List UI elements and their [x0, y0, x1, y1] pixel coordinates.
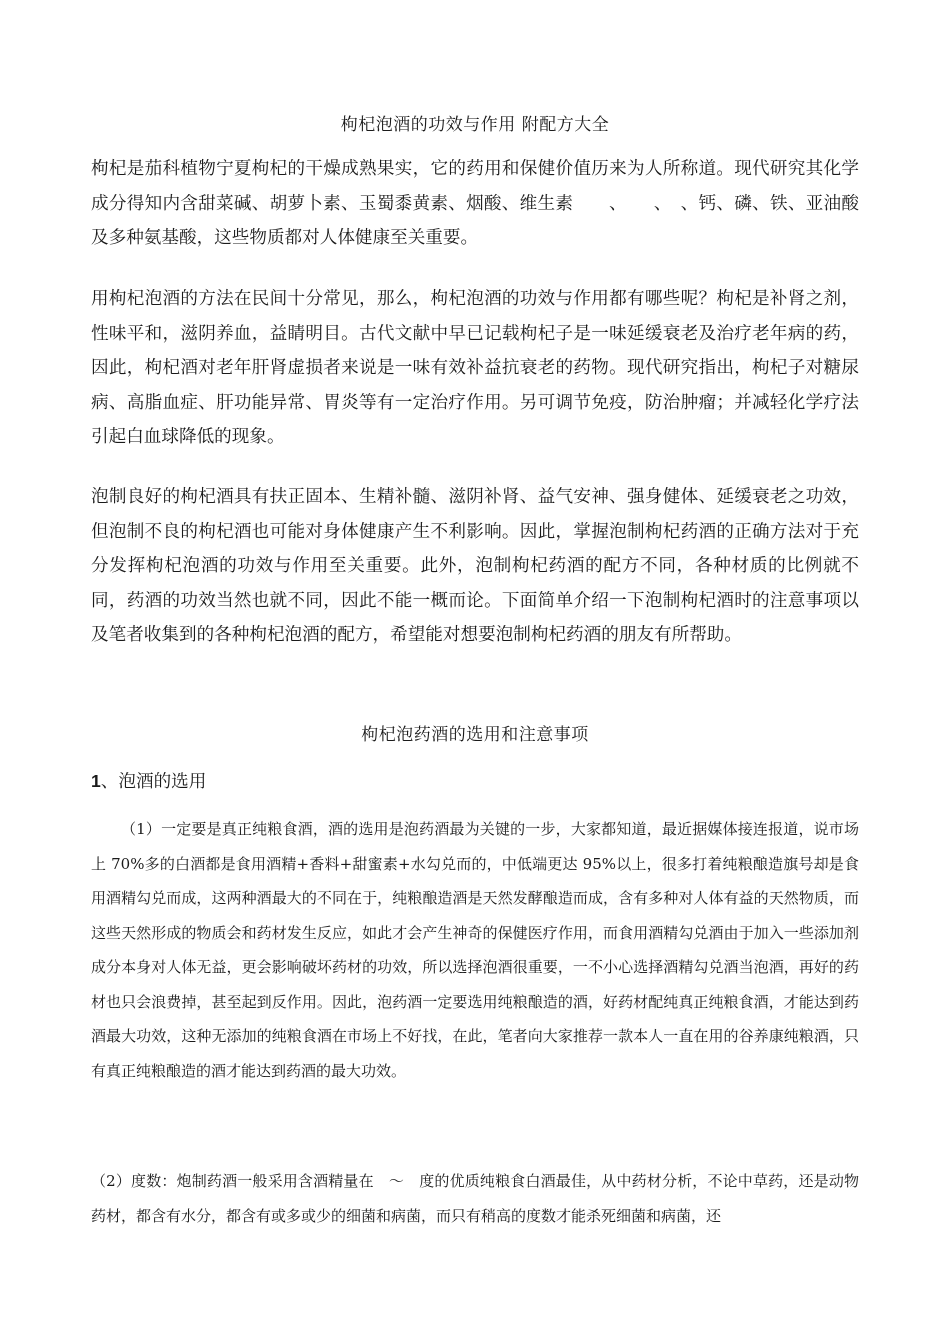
- item-alcohol-degree: （2）度数：炮制药酒一般采用含酒精量在 ～ 度的优质纯粮食白酒最佳，从中药材分析，不论中草药，还是动物药材，都含有水分，都含有或多或少的细菌和病菌，而只有稍高的度数才能杀死细菌和病菌，还: [91, 1172, 859, 1225]
- paragraph-intro: 枸杞是茄科植物宁夏枸杞的干燥成熟果实，它的药用和保健价值历来为人所称道。现代研究其化学成分得知内含甜菜碱、胡萝卜素、玉蜀黍黄素、烟酸、维生素 、 、 、钙、磷、铁、亚油酸及多种氨基酸，这些物质都对人体健康至关重要。: [91, 159, 859, 248]
- heading-text: 、泡酒的选用: [100, 772, 207, 792]
- item-pure-grain-wine: （1）一定要是真正纯粮食酒，酒的选用是泡药酒最为关键的一步，大家都知道，最近据媒体接连报道，说市场上 70%多的白酒都是食用酒精+香料+甜蜜素+水勾兑而的，中低端更达 95%以上，很多打着纯粮酿造旗号却是食用酒精勾兑而成，这两种酒最大的不同在于，纯粮酿造酒是天然发酵酿造而成，含有多种对人体有益的天然物质，而这些天然形成的物质会和药材发生反应，如此才会产生神奇的保健医疗作用，而食用酒精勾兑酒由于加入一些添加剂成分本身对人体无益，更会影响破坏药材的功效，所以选择泡酒很重要，一不小心选择酒精勾兑酒当泡酒，再好的药材也只会浪费掉，甚至起到反作用。因此，泡药酒一定要选用纯粮酿造的酒，好药材配纯真正纯粮食酒，才能达到药酒最大功效，这种无添加的纯粮食酒在市场上不好找，在此，笔者向大家推荐一款本人一直在用的谷养康纯粮酒，只有真正纯粮酿造的酒才能达到药酒的最大功效。: [91, 820, 859, 1080]
- paragraph-effects: 用枸杞泡酒的方法在民间十分常见，那么，枸杞泡酒的功效与作用都有哪些呢？枸杞是补肾之剂，性味平和，滋阴养血，益睛明目。古代文献中早已记载枸杞子是一味延缓衰老及治疗老年病的药，因此，枸杞酒对老年肝肾虚损者来说是一味有效补益抗衰老的药物。现代研究指出，枸杞子对糖尿病、高脂血症、肝功能异常、胃炎等有一定治疗作用。另可调节免疫，防治肿瘤；并减轻化学疗法引起白血球降低的现象。: [91, 289, 859, 447]
- document-title: 枸杞泡酒的功效与作用 附配方大全: [340, 115, 610, 135]
- paragraph-preparation: 泡制良好的枸杞酒具有扶正固本、生精补髓、滋阴补肾、益气安神、强身健体、延缓衰老之功效，但泡制不良的枸杞酒也可能对身体健康产生不利影响。因此，掌握泡制枸杞药酒的正确方法对于充分发挥枸杞泡酒的功效与作用至关重要。此外，泡制枸杞药酒的配方不同，各种材质的比例就不同，药酒的功效当然也就不同，因此不能一概而论。下面简单介绍一下泡制枸杞酒时的注意事项以及笔者收集到的各种枸杞泡酒的配方，希望能对想要泡制枸杞药酒的朋友有所帮助。: [91, 487, 859, 645]
- section-title: 枸杞泡药酒的选用和注意事项: [361, 725, 589, 745]
- heading-number: 1: [91, 771, 101, 791]
- heading-wine-selection: [91, 768, 206, 793]
